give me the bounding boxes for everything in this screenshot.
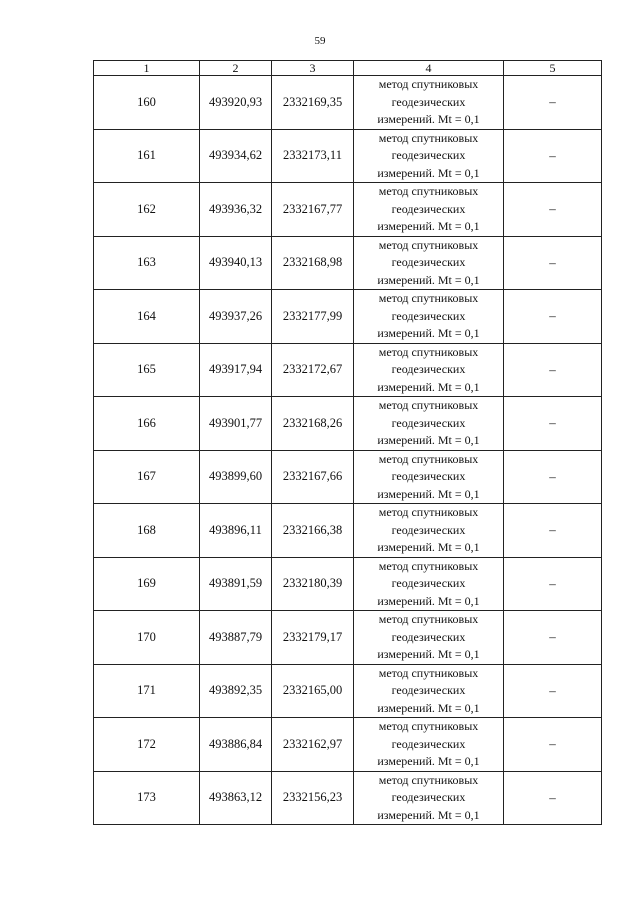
method-cell — [354, 664, 504, 718]
table-row — [94, 236, 602, 290]
note-cell: – — [504, 183, 602, 237]
note-cell: – — [504, 771, 602, 825]
method-line: геодезических — [391, 308, 466, 323]
method-line: геодезических — [391, 469, 466, 483]
table-header-row — [94, 61, 602, 76]
note-cell: – — [504, 504, 602, 558]
x-coordinate-cell: 493901,77 — [200, 397, 272, 451]
point-number-cell: 164 — [94, 290, 200, 344]
method-line: геодезических — [391, 415, 466, 430]
method-line: геодезических — [391, 255, 466, 269]
point-number-cell: 161 — [94, 129, 200, 183]
method-cell — [354, 76, 504, 130]
method-cell — [354, 290, 504, 344]
method-cell — [354, 504, 504, 558]
note-cell: – — [504, 664, 602, 718]
note-cell: – — [504, 397, 602, 451]
note-cell: – — [504, 129, 602, 183]
y-coordinate-cell: 2332172,67 — [272, 343, 354, 397]
point-number-cell: 168 — [94, 504, 200, 558]
y-coordinate-cell: 2332162,97 — [272, 718, 354, 772]
point-number-cell: 170 — [94, 611, 200, 665]
note-cell: – — [504, 450, 602, 504]
coordinates-table — [93, 60, 602, 825]
method-line: метод спутниковых — [378, 291, 479, 305]
y-coordinate-cell: 2332167,66 — [272, 450, 354, 504]
note-cell: – — [504, 76, 602, 130]
page-number: 59 — [314, 35, 326, 47]
method-line: геодезических — [391, 201, 466, 216]
y-coordinate-cell: 2332177,99 — [272, 290, 354, 344]
table-row — [94, 664, 602, 718]
method-line: геодезических — [391, 736, 466, 751]
table-body — [94, 76, 602, 825]
method-line: измерений. Mt = 0,1 — [377, 700, 480, 715]
note-cell: – — [504, 611, 602, 665]
column-header-4: 4 — [354, 61, 504, 76]
method-line: геодезических — [391, 362, 466, 376]
method-line: измерений. Mt = 0,1 — [377, 540, 480, 554]
column-header-1: 1 — [94, 61, 200, 76]
method-line: геодезических — [391, 629, 466, 644]
method-line: метод спутниковых — [378, 130, 479, 145]
x-coordinate-cell: 493940,13 — [200, 236, 272, 290]
x-coordinate-cell: 493886,84 — [200, 718, 272, 772]
method-line: геодезических — [391, 94, 466, 109]
y-coordinate-cell: 2332179,17 — [272, 611, 354, 665]
point-number-cell: 172 — [94, 718, 200, 772]
method-line: метод спутниковых — [378, 719, 479, 733]
table-row — [94, 557, 602, 611]
point-number-cell: 160 — [94, 76, 200, 130]
method-line: геодезических — [391, 683, 466, 697]
method-line: измерений. Mt = 0,1 — [377, 326, 480, 340]
method-cell — [354, 450, 504, 504]
method-line: метод спутниковых — [378, 77, 479, 91]
method-cell — [354, 771, 504, 825]
x-coordinate-cell: 493892,35 — [200, 664, 272, 718]
x-coordinate-cell: 493899,60 — [200, 450, 272, 504]
x-coordinate-cell: 493891,59 — [200, 557, 272, 611]
table-row — [94, 129, 602, 183]
y-coordinate-cell: 2332169,35 — [272, 76, 354, 130]
method-cell — [354, 343, 504, 397]
method-line: геодезических — [391, 148, 466, 162]
method-line: геодезических — [391, 576, 466, 590]
method-line: геодезических — [391, 790, 466, 804]
y-coordinate-cell: 2332173,11 — [272, 129, 354, 183]
table-row — [94, 718, 602, 772]
table-row — [94, 343, 602, 397]
table-row — [94, 611, 602, 665]
method-line: метод спутниковых — [378, 451, 479, 466]
method-line: метод спутниковых — [378, 505, 479, 519]
table-row — [94, 504, 602, 558]
method-cell — [354, 611, 504, 665]
method-line: метод спутниковых — [378, 344, 479, 359]
method-line: измерений. Mt = 0,1 — [377, 807, 480, 822]
y-coordinate-cell: 2332180,39 — [272, 557, 354, 611]
point-number-cell: 169 — [94, 557, 200, 611]
note-cell: – — [504, 236, 602, 290]
table-row — [94, 450, 602, 504]
method-line: геодезических — [391, 522, 466, 537]
note-cell: – — [504, 718, 602, 772]
method-line: измерений. Mt = 0,1 — [377, 486, 480, 501]
method-line: метод спутниковых — [378, 558, 479, 573]
method-cell — [354, 236, 504, 290]
method-cell — [354, 557, 504, 611]
method-line: измерений. Mt = 0,1 — [377, 219, 480, 233]
y-coordinate-cell: 2332168,26 — [272, 397, 354, 451]
method-line: измерений. Mt = 0,1 — [377, 112, 480, 126]
method-line: измерений. Mt = 0,1 — [377, 647, 480, 661]
note-cell: – — [504, 343, 602, 397]
method-line: метод спутниковых — [378, 665, 479, 680]
column-header-2: 2 — [200, 61, 272, 76]
method-line: измерений. Mt = 0,1 — [377, 433, 480, 447]
point-number-cell: 171 — [94, 664, 200, 718]
method-line: измерений. Mt = 0,1 — [377, 754, 480, 768]
x-coordinate-cell: 493887,79 — [200, 611, 272, 665]
method-cell — [354, 397, 504, 451]
table-row — [94, 290, 602, 344]
method-line: измерений. Mt = 0,1 — [377, 272, 480, 287]
x-coordinate-cell: 493920,93 — [200, 76, 272, 130]
y-coordinate-cell: 2332165,00 — [272, 664, 354, 718]
table-row — [94, 397, 602, 451]
point-number-cell: 163 — [94, 236, 200, 290]
method-line: метод спутниковых — [378, 772, 479, 787]
table-row — [94, 183, 602, 237]
note-cell: – — [504, 290, 602, 344]
y-coordinate-cell: 2332156,23 — [272, 771, 354, 825]
table-row — [94, 76, 602, 130]
y-coordinate-cell: 2332166,38 — [272, 504, 354, 558]
x-coordinate-cell: 493917,94 — [200, 343, 272, 397]
x-coordinate-cell: 493936,32 — [200, 183, 272, 237]
point-number-cell: 165 — [94, 343, 200, 397]
method-line: измерений. Mt = 0,1 — [377, 379, 480, 394]
point-number-cell: 162 — [94, 183, 200, 237]
method-cell — [354, 129, 504, 183]
point-number-cell: 173 — [94, 771, 200, 825]
method-line: метод спутниковых — [378, 237, 479, 252]
method-line: метод спутниковых — [378, 612, 479, 626]
x-coordinate-cell: 493934,62 — [200, 129, 272, 183]
method-line: измерений. Mt = 0,1 — [377, 165, 480, 180]
y-coordinate-cell: 2332168,98 — [272, 236, 354, 290]
method-line: измерений. Mt = 0,1 — [377, 593, 480, 608]
x-coordinate-cell: 493896,11 — [200, 504, 272, 558]
x-coordinate-cell: 493863,12 — [200, 771, 272, 825]
column-header-5: 5 — [504, 61, 602, 76]
method-line: метод спутниковых — [378, 398, 479, 412]
point-number-cell: 167 — [94, 450, 200, 504]
note-cell: – — [504, 557, 602, 611]
x-coordinate-cell: 493937,26 — [200, 290, 272, 344]
method-cell — [354, 183, 504, 237]
method-line: метод спутниковых — [378, 184, 479, 198]
y-coordinate-cell: 2332167,77 — [272, 183, 354, 237]
table-row — [94, 771, 602, 825]
method-cell — [354, 718, 504, 772]
point-number-cell: 166 — [94, 397, 200, 451]
column-header-3: 3 — [272, 61, 354, 76]
